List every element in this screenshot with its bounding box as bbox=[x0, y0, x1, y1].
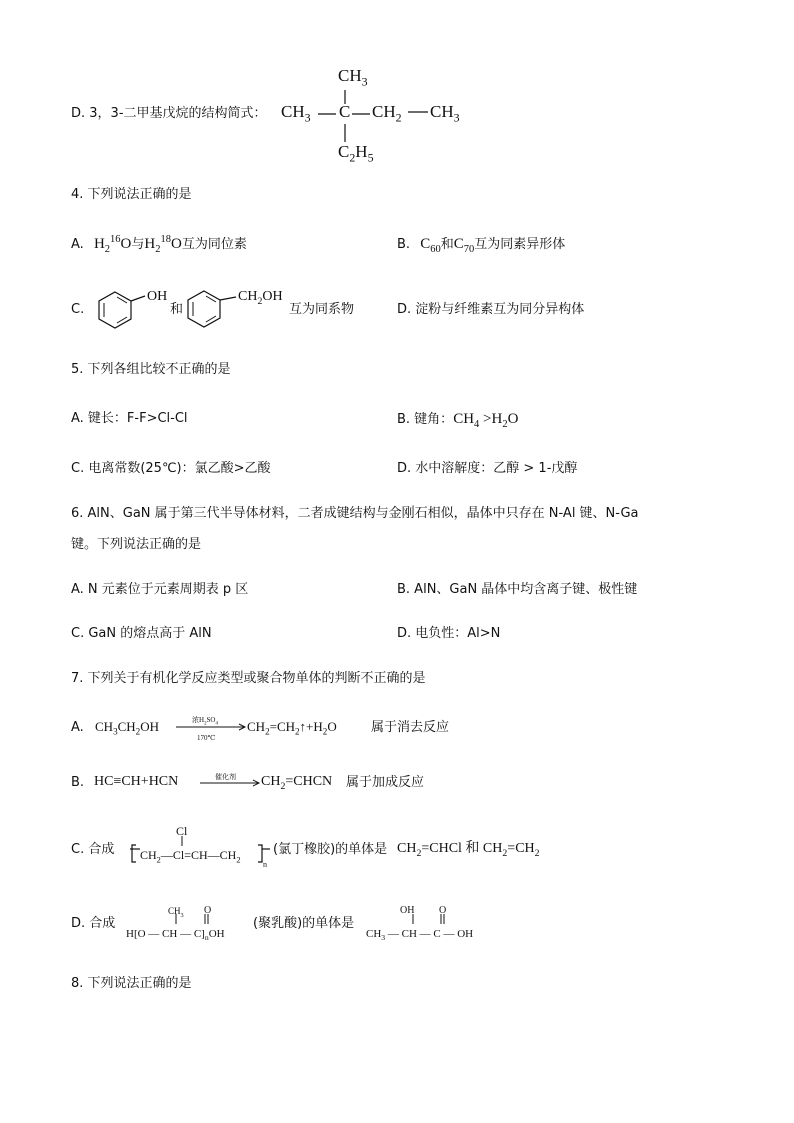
q7b-tail: 属于加成反应 bbox=[346, 775, 425, 790]
q7a-condition-top: 浓$H_2SO_4$ bbox=[192, 716, 218, 727]
q6-stem-line2: 键。下列说法正确的是 bbox=[71, 537, 202, 552]
q7c-cl: Cl bbox=[176, 824, 188, 838]
q7d-tail: (聚乳酸)的单体是 bbox=[253, 916, 355, 931]
q5-option-b: B. 键角：$CH_4 >H_2O$ bbox=[397, 411, 519, 430]
q3d-top-group: $CH_3$ bbox=[338, 66, 368, 89]
q6-option-c: C. GaN 的熔点高于 AlN bbox=[71, 626, 212, 641]
q5-option-d: D. 水中溶解度：乙醇 > 1-戊醇 bbox=[397, 461, 578, 476]
q7b-reactant: HC≡CH+HCN bbox=[94, 774, 179, 789]
q7-stem: 7. 下列关于有机化学反应类型或聚合物单体的判断不正确的是 bbox=[71, 671, 426, 686]
q7a-reactant: $CH_3CH_2OH$ bbox=[95, 719, 159, 737]
q3d-label: D. 3，3-二甲基戊烷的结构简式： bbox=[71, 106, 267, 121]
q3d-right-group-2: $CH_3$ bbox=[430, 102, 460, 125]
q7a-tail: 属于消去反应 bbox=[371, 720, 450, 735]
q7d-o2: O bbox=[439, 905, 447, 916]
q7c-n: n bbox=[263, 860, 267, 869]
q7a-condition-bottom: 170℃ bbox=[197, 734, 216, 742]
q3d-right-group-1: $CH_2$ bbox=[372, 102, 402, 125]
q4-option-d: D. 淀粉与纤维素互为同分异构体 bbox=[397, 302, 585, 317]
q5-stem: 5. 下列各组比较不正确的是 bbox=[71, 362, 231, 377]
q7b-product: $CH_2=CHCN$ bbox=[261, 774, 333, 792]
q7c-tail: (氯丁橡胶)的单体是 bbox=[273, 842, 388, 857]
q7d-chain: H[O — CH — $C]_nOH$ bbox=[126, 928, 225, 943]
q7c-chain: $CH_2—Cl=CH—CH_2$ bbox=[140, 848, 241, 865]
q6-stem-line1: 6. AlN、GaN 属于第三代半导体材料，二者成键结构与金刚石相似，晶体中只存在 N-Al 键、N-Ga bbox=[71, 506, 639, 521]
q4c-ch2oh: $CH_2OH$ bbox=[238, 289, 283, 307]
q4c-oh: OH bbox=[147, 289, 168, 304]
q5-option-c: C. 电离常数(25℃)：氯乙酸>乙酸 bbox=[71, 461, 271, 476]
q5-option-a: A. 键长：F-F>Cl-Cl bbox=[71, 411, 188, 426]
q4c-and: 和 bbox=[170, 302, 184, 317]
q6-option-a: A. N 元素位于元素周期表 p 区 bbox=[71, 582, 249, 597]
q7d-monomer: $CH_3$ — CH — C — OH bbox=[366, 928, 474, 943]
q4a-isotope-1: $H_2^{16}O$ bbox=[93, 234, 132, 255]
q6-option-b: B. AlN、GaN 晶体中均含离子键、极性键 bbox=[397, 582, 638, 597]
q6-option-d: D. 电负性：Al>N bbox=[397, 626, 501, 641]
q4a-isotope-2: $H_2^{18}O$ bbox=[144, 234, 182, 255]
q7d-oh: OH bbox=[400, 905, 415, 916]
q7a-product: $CH_2=CH_2↑+H_2O$ bbox=[247, 719, 337, 737]
q4c-tail: 互为同系物 bbox=[289, 302, 355, 317]
q7c-monomers: $CH_2=CHCl$ 和 $CH_2=CH_2$ bbox=[397, 841, 540, 859]
q3d-bottom-group: $C_2H_5$ bbox=[338, 142, 374, 165]
q7d-o: O bbox=[204, 905, 212, 916]
q8-stem: 8. 下列说法正确的是 bbox=[71, 976, 192, 991]
q4-stem: 4. 下列说法正确的是 bbox=[71, 187, 192, 202]
q4-option-a: A. $H_2^{16}O$与$H_2^{18}O$互为同位素 bbox=[71, 234, 247, 255]
q7d-ch3: $CH_3$ bbox=[168, 906, 184, 919]
q3d-left-group: $CH_3$ bbox=[281, 102, 311, 125]
q7b-condition: 催化剂 bbox=[215, 773, 236, 781]
q4-option-b: B. $C_{60}$和$C_{70}$互为同素异形体 bbox=[397, 236, 566, 255]
q3d-center-carbon: C bbox=[339, 102, 351, 121]
